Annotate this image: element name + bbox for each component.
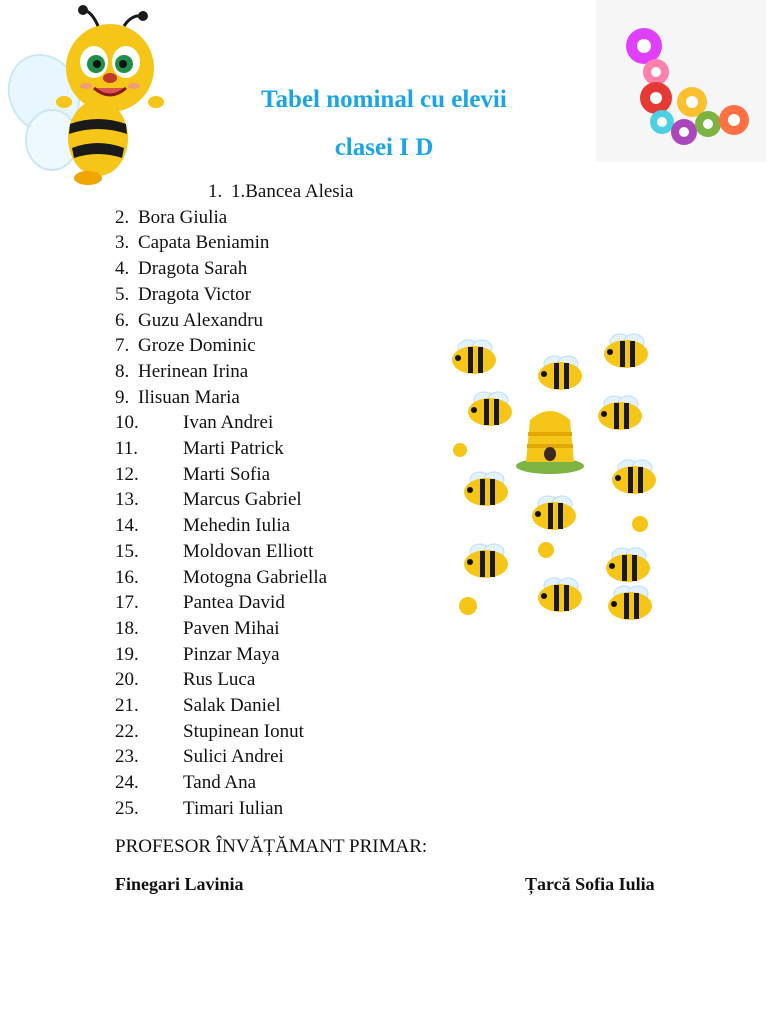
student-name: Dragota Victor [138, 283, 251, 305]
list-item-number: 7. [115, 335, 130, 357]
student-name: Ivan Andrei [183, 412, 274, 434]
student-name: Pantea David [183, 592, 285, 614]
list-item-number: 21. [115, 695, 139, 716]
list-item-number: 23. [115, 746, 139, 768]
list-item-number: 5. [115, 283, 130, 305]
list-item-number: 1. [208, 181, 223, 202]
list-item-number: 16. [115, 566, 139, 588]
teacher-name-left: Finegari Lavinia [115, 874, 244, 894]
list-item-number: 2. [115, 206, 130, 228]
list-item-number: 22. [115, 720, 139, 742]
list-item-number: 12. [115, 463, 139, 485]
list-item-number: 25. [115, 797, 139, 819]
page-subtitle: clasei I D [334, 134, 434, 161]
student-name: Marcus Gabriel [183, 489, 302, 511]
student-name: Dragota Sarah [138, 258, 248, 280]
student-name: Mehedin Iulia [183, 515, 291, 537]
student-name: Herinean Irina [138, 360, 249, 382]
student-name: Stupinean Ionut [183, 720, 304, 742]
list-item-number: 24. [115, 772, 139, 794]
list-item-number: 15. [115, 540, 139, 562]
student-name: Motogna Gabriella [183, 566, 328, 588]
list-item-number: 11. [115, 438, 139, 459]
list-item-number: 8. [115, 360, 130, 382]
list-item-number: 13. [115, 489, 139, 511]
student-name: Marti Sofia [183, 463, 271, 485]
student-name: Rus Luca [183, 669, 256, 691]
student-name: Ilisuan Maria [138, 386, 240, 408]
list-item-number: 20. [115, 669, 139, 691]
list-item-number: 17. [115, 592, 139, 614]
student-name: Moldovan Elliott [183, 540, 314, 562]
list-item-number: 19. [115, 643, 139, 665]
list-item-number: 18. [115, 617, 139, 639]
list-item-number: 10. [115, 412, 139, 434]
student-name: Tand Ana [183, 772, 257, 794]
list-item-number: 14. [115, 515, 139, 537]
teacher-name-right: Țarcă Sofia Iulia [525, 874, 655, 894]
list-item-number: 9. [115, 386, 130, 408]
student-name: Pinzar Maya [183, 643, 280, 665]
student-name: Marti Patrick [183, 438, 284, 459]
student-name: Paven Mihai [183, 617, 280, 639]
student-name: Sulici Andrei [183, 746, 284, 768]
student-name: Salak Daniel [183, 695, 281, 716]
student-name: Timari Iulian [183, 797, 284, 819]
list-item-number: 6. [115, 309, 130, 331]
student-name: Capata Beniamin [138, 232, 270, 254]
list-item-number: 3. [115, 232, 130, 254]
page-title: Tabel nominal cu elevii [261, 86, 507, 113]
teacher-label: PROFESOR ÎNVĂȚĂMANT PRIMAR: [115, 836, 428, 857]
student-name: 1.Bancea Alesia [231, 181, 354, 202]
student-name: Bora Giulia [138, 206, 228, 228]
student-name: Groze Dominic [138, 335, 256, 357]
list-item-number: 4. [115, 258, 130, 280]
bees-and-beehive-illustration [430, 320, 670, 632]
student-name: Guzu Alexandru [138, 309, 264, 331]
